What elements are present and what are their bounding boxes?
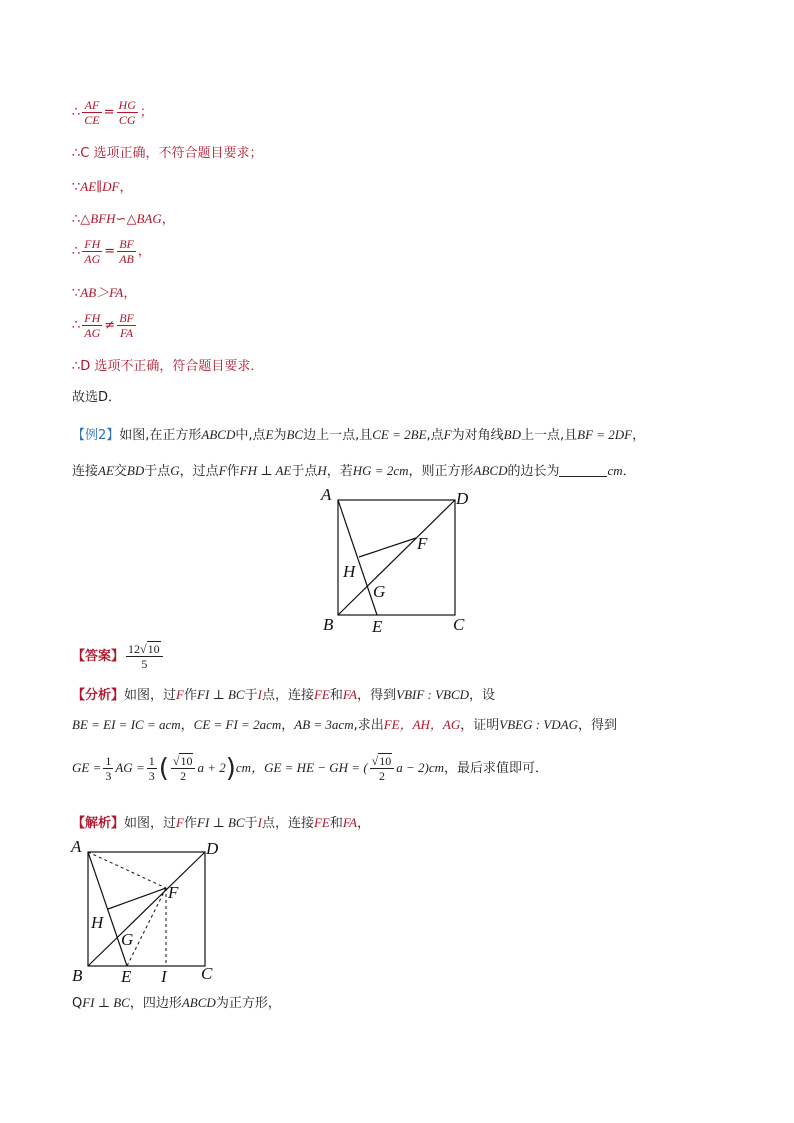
fraction-one-third: $\frac{1}{3}$ bbox=[105, 754, 112, 783]
label-c-2: C bbox=[201, 964, 213, 983]
example-line-1: 【例2】如图,在正方形ABCD中,点E为BC边上一点,且CE = 2BE,点F为对角线BD上一点,且BF = 2DF， bbox=[72, 427, 646, 443]
segment-ae bbox=[338, 500, 377, 615]
fraction-root10-over-2-b: $\frac{√10}{2}$ bbox=[370, 754, 395, 783]
fraction-fh-ag-2: $\frac{FH}{AG}$ bbox=[84, 311, 101, 340]
proof-option-d: ∴D 选项不正确，符合题目要求． bbox=[72, 359, 264, 374]
fraction-fh-ag: $\frac{FH}{AG}$ bbox=[84, 237, 101, 266]
analysis-line-1: 【分析】如图，过F作FI ⊥ BC于I点，连接FE和FA，得到VBIF : VBCD，设 bbox=[72, 687, 496, 703]
label-d-2: D bbox=[206, 839, 219, 858]
proof-parallel-line: ∵AE∥DF， bbox=[72, 179, 133, 195]
proof-similar-line: ∴△BFH∽△BAG， bbox=[72, 211, 175, 227]
label-g-2: G bbox=[121, 930, 134, 949]
answer-fraction: $\frac{12√10}{5}$ bbox=[126, 642, 163, 671]
label-e: E bbox=[372, 617, 383, 636]
label-h: H bbox=[343, 562, 356, 581]
analysis-line-2: BE = EI = IC = acm，CE = FI = 2acm，AB = 3acm,求出FE，AH，AG，证明VBEG : VDAG，得到 bbox=[72, 717, 617, 733]
fraction-hg-cg: $\frac{HG}{CG}$ bbox=[118, 98, 136, 127]
solution-label: 【解析】 bbox=[72, 816, 125, 831]
label-b: B bbox=[323, 615, 334, 634]
proof-ratio-line-3: ∴ $\frac{FH}{AG}$ ≠ $\frac{BF}{FA}$ bbox=[72, 311, 134, 340]
analysis-label: 【分析】 bbox=[72, 688, 125, 703]
solution-line-2: QFI ⊥ BC，四边形ABCD为正方形， bbox=[72, 995, 281, 1011]
square-figure-1 bbox=[310, 484, 490, 636]
label-c: C bbox=[453, 615, 465, 634]
proof-ratio-line-2: ∴ $\frac{FH}{AG}$ = $\frac{BF}{AB}$ ， bbox=[72, 237, 151, 266]
label-f-2: F bbox=[168, 883, 179, 902]
label-f: F bbox=[417, 534, 428, 553]
diagonal-bd-2 bbox=[88, 852, 205, 966]
example-tag: 【例2】 bbox=[72, 428, 120, 443]
diagonal-bd bbox=[338, 500, 455, 615]
label-h-2: H bbox=[91, 913, 104, 932]
example-line-2: 连接AE交BD于点G，过点F作FH ⊥ AE于点H，若HG = 2cm，则正方形ABCD的边长为 cm． bbox=[72, 463, 636, 479]
label-b-2: B bbox=[72, 966, 83, 985]
answer-label: 【答案】 bbox=[72, 649, 125, 664]
fraction-one-third-2: $\frac{1}{3}$ bbox=[148, 754, 155, 783]
proof-inequality-line: ∵AB＞FA， bbox=[72, 285, 137, 301]
proof-ratio-line-1: ∴ $\frac{AF}{CE}$ = $\frac{HG}{CG}$ ； bbox=[72, 98, 153, 127]
analysis-line-3: GE = $\frac{1}{3}$ AG = $\frac{1}{3}$ ( $\frac{√10}{2}$ a + 2)cm，GE = HE − GH = ( $\frac{√10}{2}$ a − 2)cm，最后求值即可． bbox=[72, 753, 549, 784]
therefore-symbol: ∴ bbox=[72, 105, 81, 120]
answer-line bbox=[72, 642, 165, 671]
fraction-bf-fa: $\frac{BF}{FA}$ bbox=[119, 311, 134, 340]
label-d: D bbox=[456, 489, 469, 508]
fraction-bf-ab: $\frac{BF}{AB}$ bbox=[119, 237, 134, 266]
proof-option-c: ∴C 选项正确，不符合题目要求； bbox=[72, 146, 263, 161]
dashed-fa bbox=[88, 852, 166, 888]
proof-choice: 故选D． bbox=[72, 390, 122, 405]
label-a: A bbox=[321, 485, 332, 504]
answer-blank bbox=[559, 476, 607, 477]
label-e-2: E bbox=[121, 967, 132, 986]
label-g: G bbox=[373, 582, 386, 601]
square-figure-2 bbox=[60, 836, 230, 986]
fraction-root10-over-2: $\frac{√10}{2}$ bbox=[171, 754, 196, 783]
solution-line-1: 【解析】如图，过F作FI ⊥ BC于I点，连接FE和FA， bbox=[72, 815, 371, 831]
label-i-2: I bbox=[161, 967, 167, 986]
label-a-2: A bbox=[71, 837, 82, 856]
fraction-af-ce: $\frac{AF}{CE}$ bbox=[84, 98, 100, 127]
